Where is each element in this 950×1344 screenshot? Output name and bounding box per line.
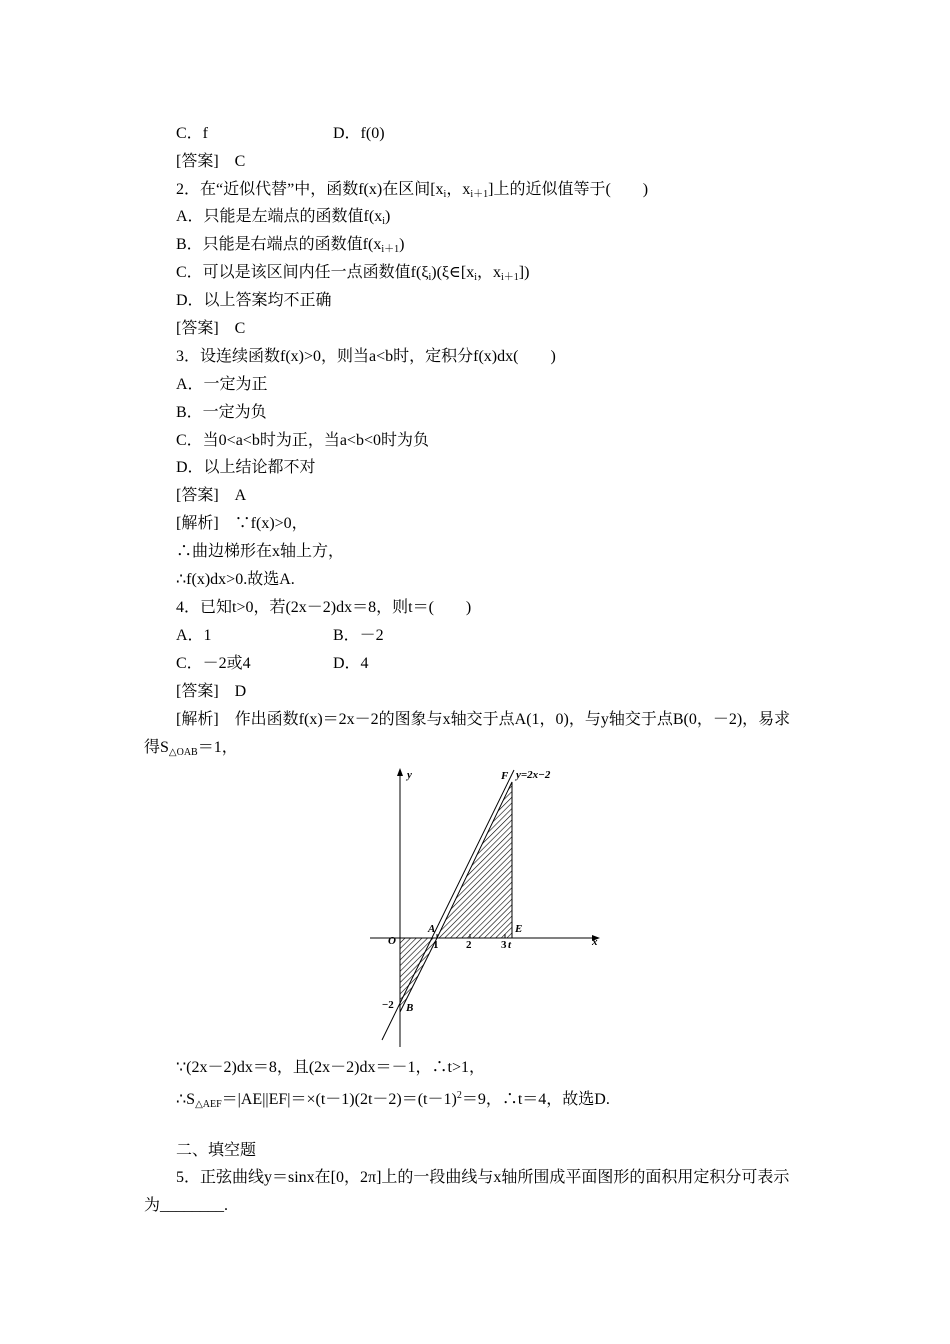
q1-option-d: D．f(0) (333, 125, 385, 142)
q2-stem: 2．在“近似代替”中，函数f(x)在区间[$x_i$，$x_{i+1}$]上的近似值等于( ) (176, 181, 649, 200)
q3-option-b: B．一定为负 (176, 404, 267, 421)
q4-option-b: B．－2 (333, 627, 384, 644)
q4-option-d: D．4 (333, 655, 369, 672)
q3-option-c: C．当0<a<b时为正，当a<b<0时为负 (176, 432, 429, 449)
tick-minus-2: −2 (382, 999, 394, 1011)
q3-option-d: D．以上结论都不对 (176, 459, 316, 476)
q2-option-c: C．可以是该区间内任一点函数值$f(\xi_i)(\xi\in[x_i$，$x_{i+1}$]) (176, 264, 530, 283)
tick-3: 3 (501, 939, 507, 951)
q2-answer: [答案] C (176, 320, 246, 337)
q2-option-a: A．只能是左端点的函数值$f(x_i)$ (176, 208, 391, 227)
q4-analysis-3: ∵(2x－2)dx＝8，且(2x－2)dx＝－1，∴t>1， (176, 1059, 485, 1076)
y-axis-arrow-icon (397, 768, 403, 776)
tick-2: 2 (466, 939, 472, 951)
triangle-aef-shaded (437, 782, 512, 938)
point-e-label: E (515, 923, 523, 935)
q4-figure (360, 762, 610, 1047)
q4-analysis-1: [解析] 作出函数f(x)＝2x－2的图象与x轴交于点A(1，0)，与y轴交于点B(0，－2)，易求 (176, 711, 791, 728)
function-label: y=2x−2 (516, 769, 551, 781)
triangle-oab-shaded (400, 938, 437, 1012)
q3-analysis-1: [解析] ∵f(x)>0， (176, 515, 308, 532)
q5-line-1: 5．正弦曲线y＝sinx在[0，2π]上的一段曲线与x轴所围成平面图形的面积用定积分可表示 (176, 1169, 790, 1186)
x-axis-label: x (592, 936, 598, 948)
tick-1: 1 (433, 939, 439, 951)
q4-option-c: C．－2或4 (176, 655, 251, 672)
q4-analysis-4: $\therefore S_{\triangle AEF}=|AE||EF|=\times(t-1)(2t-2)=(t-1)^2=9$，∴t＝4，故选D. (176, 1090, 610, 1110)
point-o-label: O (388, 935, 396, 947)
q2-option-b: B．只能是右端点的函数值$f(x_{i+1})$ (176, 236, 405, 255)
point-a-label: A (428, 923, 436, 935)
point-b-label: B (406, 1002, 414, 1014)
q5-line-2: 为________. (144, 1197, 229, 1214)
point-f-label: F (501, 770, 509, 782)
q1-answer: [答案] C (176, 153, 246, 170)
q1-option-c: C．f (176, 125, 209, 142)
q4-answer: [答案] D (176, 683, 247, 700)
q2-option-d: D．以上答案均不正确 (176, 292, 332, 309)
q3-answer: [答案] A (176, 487, 247, 504)
section-title: 二、填空题 (176, 1142, 257, 1159)
tick-t: t (508, 939, 512, 951)
q3-stem: 3．设连续函数f(x)>0，则当a<b时，定积分f(x)dx( ) (176, 348, 556, 365)
q3-analysis-3: ∴f(x)dx>0.故选A. (176, 571, 295, 588)
q4-analysis-2: 得$S_{\triangle OAB}=1$， (144, 739, 238, 758)
q3-option-a: A．一定为正 (176, 376, 268, 393)
q4-stem: 4．已知t>0，若(2x－2)dx＝8，则t＝( ) (176, 599, 472, 616)
q3-analysis-2: ∴曲边梯形在x轴上方， (176, 543, 345, 560)
q4-option-a: A．1 (176, 627, 212, 644)
y-axis-label: y (407, 769, 412, 781)
